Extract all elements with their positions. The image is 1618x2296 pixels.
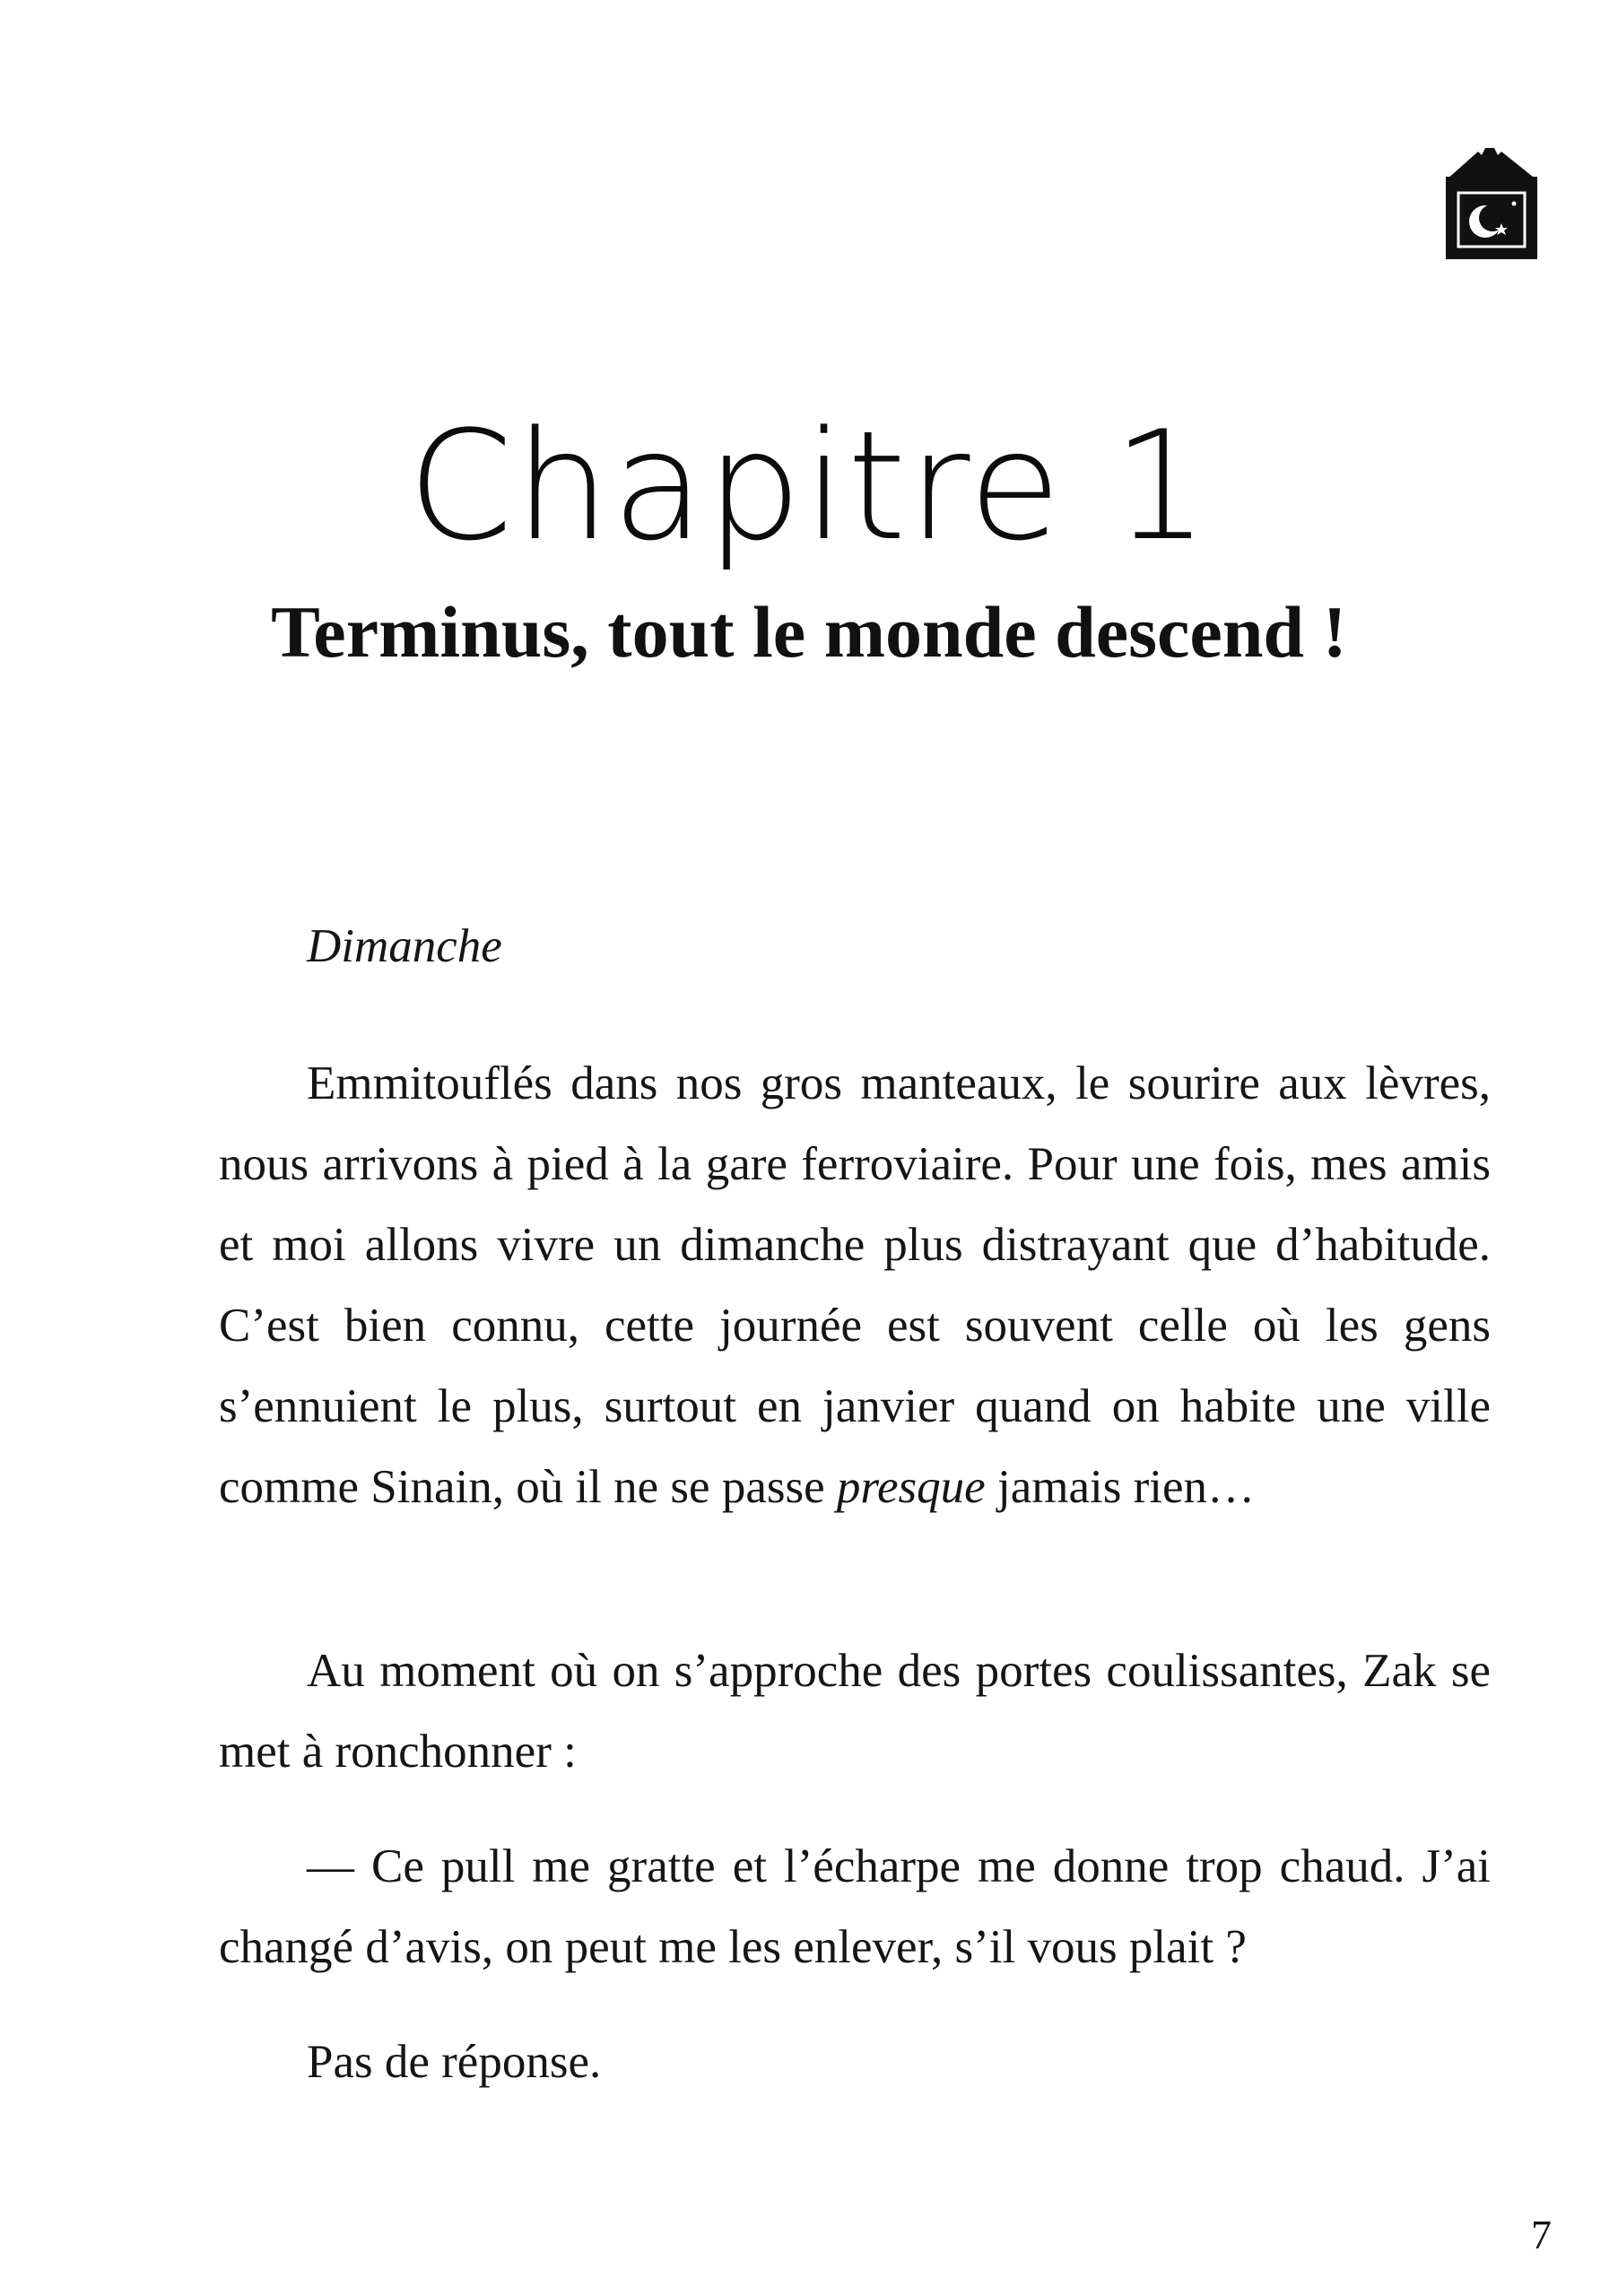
chapter-subtitle: Terminus, tout le monde descend ! xyxy=(271,591,1347,673)
house-moon-star-icon xyxy=(1442,146,1541,263)
day-label: Dimanche xyxy=(307,920,502,972)
paragraph-4: Pas de réponse. xyxy=(307,2036,602,2088)
paragraph-1-ending: jamais rien… xyxy=(985,1461,1255,1513)
paragraph-1-emphasis: presque xyxy=(836,1461,986,1513)
paragraph-3: — Ce pull me gratte et l’écharpe me donne trop chaud. J’ai changé d’avis, on peut me les enlever, s’il vous plait ? xyxy=(219,1840,1491,1973)
chapter-title: Chapitre 1 xyxy=(407,398,1211,574)
paragraph-1-text: Emmitouflés dans nos gros manteaux, le sourire aux lèvres, nous arrivons à pied à la gare ferroviaire. Pour une fois, mes amis et moi allons vivre un dimanche plus distrayant que d’habitude. C’est bien connu, cette journée est souvent celle où les gens s’ennuient le plus, surtout en janvier quand on habite une ville comme Sinain, où il ne se passe xyxy=(219,1057,1491,1513)
page-number: 7 xyxy=(1531,2212,1552,2257)
paragraph-2: Au moment où on s’approche des portes coulissantes, Zak se met à ronchonner : xyxy=(219,1645,1491,1778)
paragraph-1 xyxy=(219,1043,1491,1527)
